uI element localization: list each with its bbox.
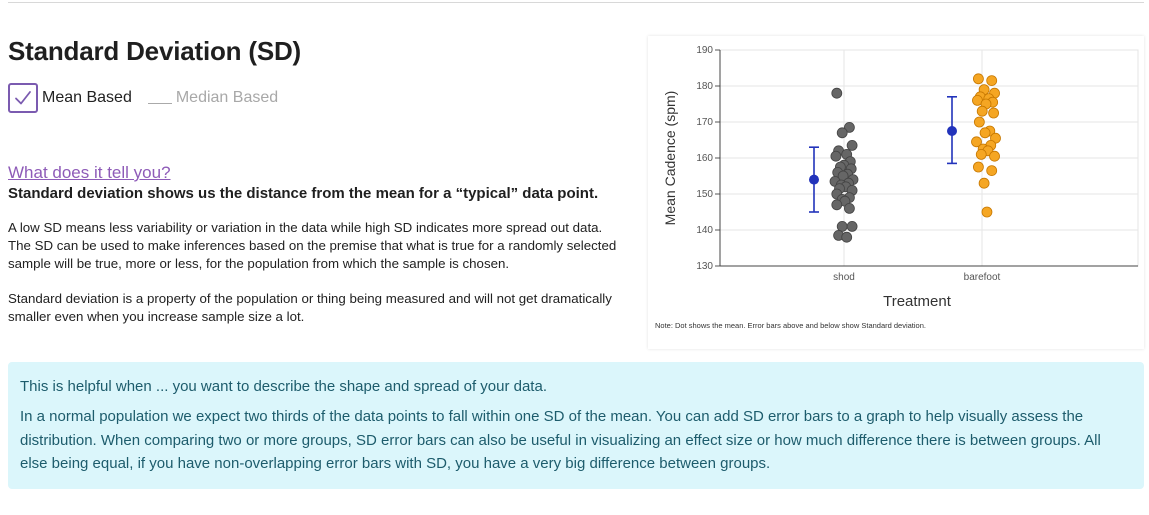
what-does-it-tell-you-link[interactable]: What does it tell you? xyxy=(8,163,171,182)
sd-property-paragraph: Standard deviation is a property of the population or thing being measured and will not get dramatically smaller even when you increase sample size a lot. xyxy=(8,291,612,324)
y-tick-label: 140 xyxy=(696,225,713,236)
content-column xyxy=(8,36,623,326)
data-point-barefoot xyxy=(973,74,983,84)
data-point-shod xyxy=(832,200,842,210)
data-point-barefoot xyxy=(973,162,983,172)
callout-heading: This is helpful when ... you want to describe the shape and spread of your data. xyxy=(20,378,547,395)
data-point-shod xyxy=(832,88,842,98)
data-point-barefoot xyxy=(974,117,984,127)
data-point-shod xyxy=(831,151,841,161)
mean-dot-barefoot xyxy=(947,126,957,136)
data-point-barefoot xyxy=(987,76,997,86)
callout-body: In a normal population we expect two thirds of the data points to fall within one SD of the mean. You can add SD error bars to a graph to help visually assess the distribution. When comparing two or more groups, SD error bars can also be useful in visualizing an effect size or how much difference there is between groups. All else being equal, if you have non-overlapping error bars with SD, you have a very big difference between groups. xyxy=(20,408,1101,472)
y-axis-label: Mean Cadence (spm) xyxy=(662,90,678,226)
sd-explanation-paragraph: A low SD means less variability or variation in the data while high SD indicates more spread out data. The SD can be used to make inferences based on the premise that what is true for a randomly selected sample will be true, more or less, for the population from which the sample is chosen. xyxy=(8,220,617,271)
data-point-barefoot xyxy=(980,128,990,138)
data-point-shod xyxy=(844,203,854,213)
y-tick-label: 170 xyxy=(696,117,713,128)
data-point-barefoot xyxy=(977,106,987,116)
data-point-barefoot xyxy=(976,149,986,159)
checkmark-icon xyxy=(12,87,34,109)
data-point-barefoot xyxy=(989,108,999,118)
mean-based-option[interactable]: Mean Based xyxy=(42,89,132,106)
chart-note: Note: Dot shows the mean. Error bars above and below show Standard deviation. xyxy=(655,321,926,330)
data-point-shod xyxy=(837,221,847,231)
y-tick-label: 130 xyxy=(696,261,713,272)
top-divider xyxy=(8,2,1144,3)
x-tick-label: shod xyxy=(833,272,855,283)
y-tick-label: 150 xyxy=(696,189,713,200)
y-tick-label: 160 xyxy=(696,153,713,164)
chart-card xyxy=(648,36,1144,349)
data-point-shod xyxy=(847,221,857,231)
data-point-barefoot xyxy=(982,207,992,217)
data-point-barefoot xyxy=(987,166,997,176)
page-title: Standard Deviation (SD) xyxy=(8,36,301,66)
data-point-barefoot xyxy=(979,178,989,188)
y-tick-label: 190 xyxy=(696,45,713,56)
data-point-shod xyxy=(837,128,847,138)
median-option-divider xyxy=(148,103,172,104)
helpful-when-callout xyxy=(8,362,1144,489)
mean-based-checkbox[interactable] xyxy=(8,83,38,113)
median-based-option[interactable]: Median Based xyxy=(175,89,279,106)
data-point-barefoot xyxy=(990,151,1000,161)
basis-toggle xyxy=(8,83,623,113)
x-axis-label: Treatment xyxy=(883,293,951,310)
y-tick-label: 180 xyxy=(696,81,713,92)
cadence-chart xyxy=(648,36,1144,349)
mean-dot-shod xyxy=(809,175,819,185)
x-tick-label: barefoot xyxy=(963,272,1001,283)
sd-summary: Standard deviation shows us the distance from the mean for a “typical” data point. xyxy=(8,185,599,202)
data-point-shod xyxy=(842,232,852,242)
data-point-shod xyxy=(847,140,857,150)
